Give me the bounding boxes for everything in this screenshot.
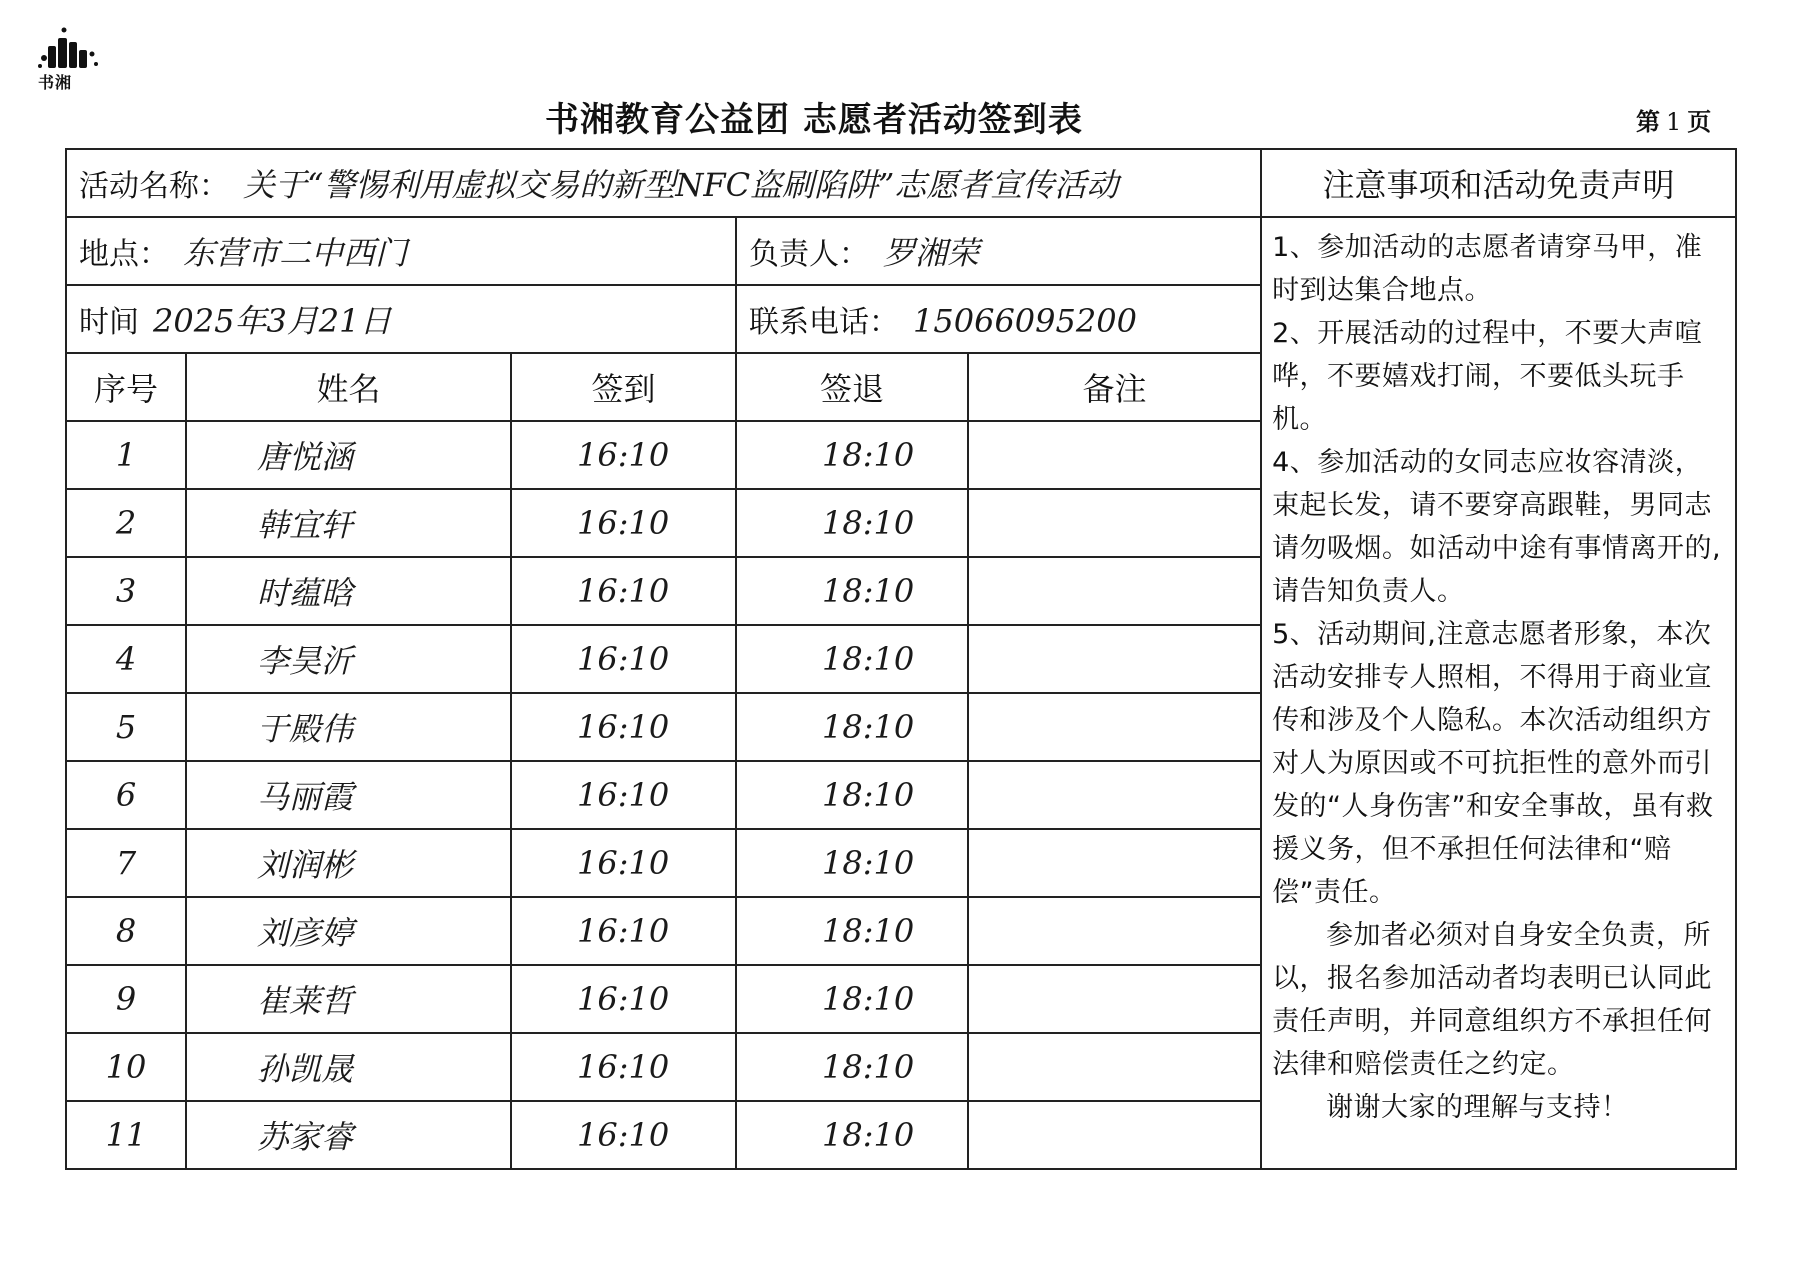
notes-thanks: 谢谢大家的理解与支持！ [1326,1092,1629,1123]
notes-content [1261,217,1736,1169]
notes-item: 2、开展活动的过程中，不要大声喧哗，不要嬉戏打闹，不要低头玩手机。 [1272,318,1703,435]
row-sign-in-time: 16:10 [511,1101,736,1169]
location-value: 东营市二中西门 [183,234,408,272]
row-remark [968,693,1261,761]
column-header-seq: 序号 [66,353,186,421]
row-sign-in-time: 16:10 [511,761,736,829]
page-suffix: 页 [1687,108,1712,136]
row-sign-out-time: 18:10 [736,1033,968,1101]
row-seq: 7 [66,829,186,897]
time-cell [66,285,736,353]
page-number-value: 1 [1666,108,1682,136]
row-sign-in-time: 16:10 [511,829,736,897]
row-seq: 1 [66,421,186,489]
time-value: 2025年3月21日 [153,302,392,340]
logo-text: 书湘 [38,73,73,92]
row-name: 孙凯晟 [186,1033,511,1101]
phone-cell [736,285,1261,353]
page-number-label [1636,102,1711,137]
row-seq: 11 [66,1101,186,1169]
column-header-remark: 备注 [968,353,1261,421]
row-remark [968,965,1261,1033]
location-label: 地点： [79,237,169,272]
row-name: 苏家睿 [186,1101,511,1169]
row-seq: 2 [66,489,186,557]
notes-title: 注意事项和活动免责声明 [1261,149,1736,217]
phone-label: 联系电话： [749,305,899,340]
row-remark [968,489,1261,557]
row-sign-out-time: 18:10 [736,625,968,693]
page-prefix: 第 [1636,108,1660,136]
row-name: 于殿伟 [186,693,511,761]
time-label: 时间 [79,305,139,340]
row-sign-in-time: 16:10 [511,1033,736,1101]
row-sign-in-time: 16:10 [511,897,736,965]
row-seq: 10 [66,1033,186,1101]
row-name: 时蕴晗 [186,557,511,625]
row-sign-out-time: 18:10 [736,693,968,761]
leader-label: 负责人： [749,237,869,272]
page-title: 书湘教育公益团 志愿者活动签到表 [545,100,1083,140]
row-sign-in-time: 16:10 [511,421,736,489]
row-remark [968,1033,1261,1101]
row-remark [968,1101,1261,1169]
row-sign-out-time: 18:10 [736,489,968,557]
notes-item: 5、活动期间,注意志愿者形象，本次活动安排专人照相，不得用于商业宣传和涉及个人隐私。本次活动组织方对人为原因或不可抗拒性的意外而引发的“人身伤害”和安全事故，虽有救援义务，但不承担任何法律和“赔偿”责任。 [1272,619,1714,908]
activity-name-value: 关于“警惕利用虚拟交易的新型NFC盗刷陷阱”志愿者宣传活动 [243,166,1119,204]
row-sign-out-time: 18:10 [736,965,968,1033]
row-name: 马丽霞 [186,761,511,829]
row-name: 唐悦涵 [186,421,511,489]
row-remark [968,421,1261,489]
row-remark [968,761,1261,829]
row-name: 刘润彬 [186,829,511,897]
row-seq: 6 [66,761,186,829]
row-sign-out-time: 18:10 [736,1101,968,1169]
row-sign-out-time: 18:10 [736,829,968,897]
notes-statement: 参加者必须对自身安全负责，所以，报名参加活动者均表明已认同此责任声明，并同意组织方不承担任何法律和赔偿责任之约定。 [1272,920,1713,1080]
row-seq: 9 [66,965,186,1033]
sign-in-table [65,148,1737,1170]
notes-item: 4、参加活动的女同志应妆容清淡，束起长发，请不要穿高跟鞋，男同志请勿吸烟。如活动中途有事情离开的,请告知负责人。 [1272,447,1722,607]
row-sign-in-time: 16:10 [511,625,736,693]
row-seq: 4 [66,625,186,693]
leader-cell [736,217,1261,285]
column-header-sign-in: 签到 [511,353,736,421]
row-remark [968,829,1261,897]
location-cell [66,217,736,285]
row-name: 李昊沂 [186,625,511,693]
row-name: 崔莱哲 [186,965,511,1033]
leader-value: 罗湘荣 [883,234,980,272]
activity-name-cell [66,149,1261,217]
row-sign-in-time: 16:10 [511,557,736,625]
column-header-sign-out: 签退 [736,353,968,421]
row-sign-out-time: 18:10 [736,897,968,965]
row-sign-out-time: 18:10 [736,557,968,625]
phone-value: 15066095200 [913,302,1137,340]
row-seq: 3 [66,557,186,625]
activity-name-label: 活动名称： [79,169,229,204]
row-seq: 8 [66,897,186,965]
row-remark [968,897,1261,965]
row-sign-in-time: 16:10 [511,489,736,557]
row-sign-in-time: 16:10 [511,965,736,1033]
notes-item: 1、参加活动的志愿者请穿马甲，准时到达集合地点。 [1272,232,1703,306]
row-remark [968,625,1261,693]
row-remark [968,557,1261,625]
column-header-name: 姓名 [186,353,511,421]
row-name: 刘彦婷 [186,897,511,965]
row-sign-out-time: 18:10 [736,761,968,829]
row-name: 韩宜轩 [186,489,511,557]
row-sign-in-time: 16:10 [511,693,736,761]
row-sign-out-time: 18:10 [736,421,968,489]
row-seq: 5 [66,693,186,761]
